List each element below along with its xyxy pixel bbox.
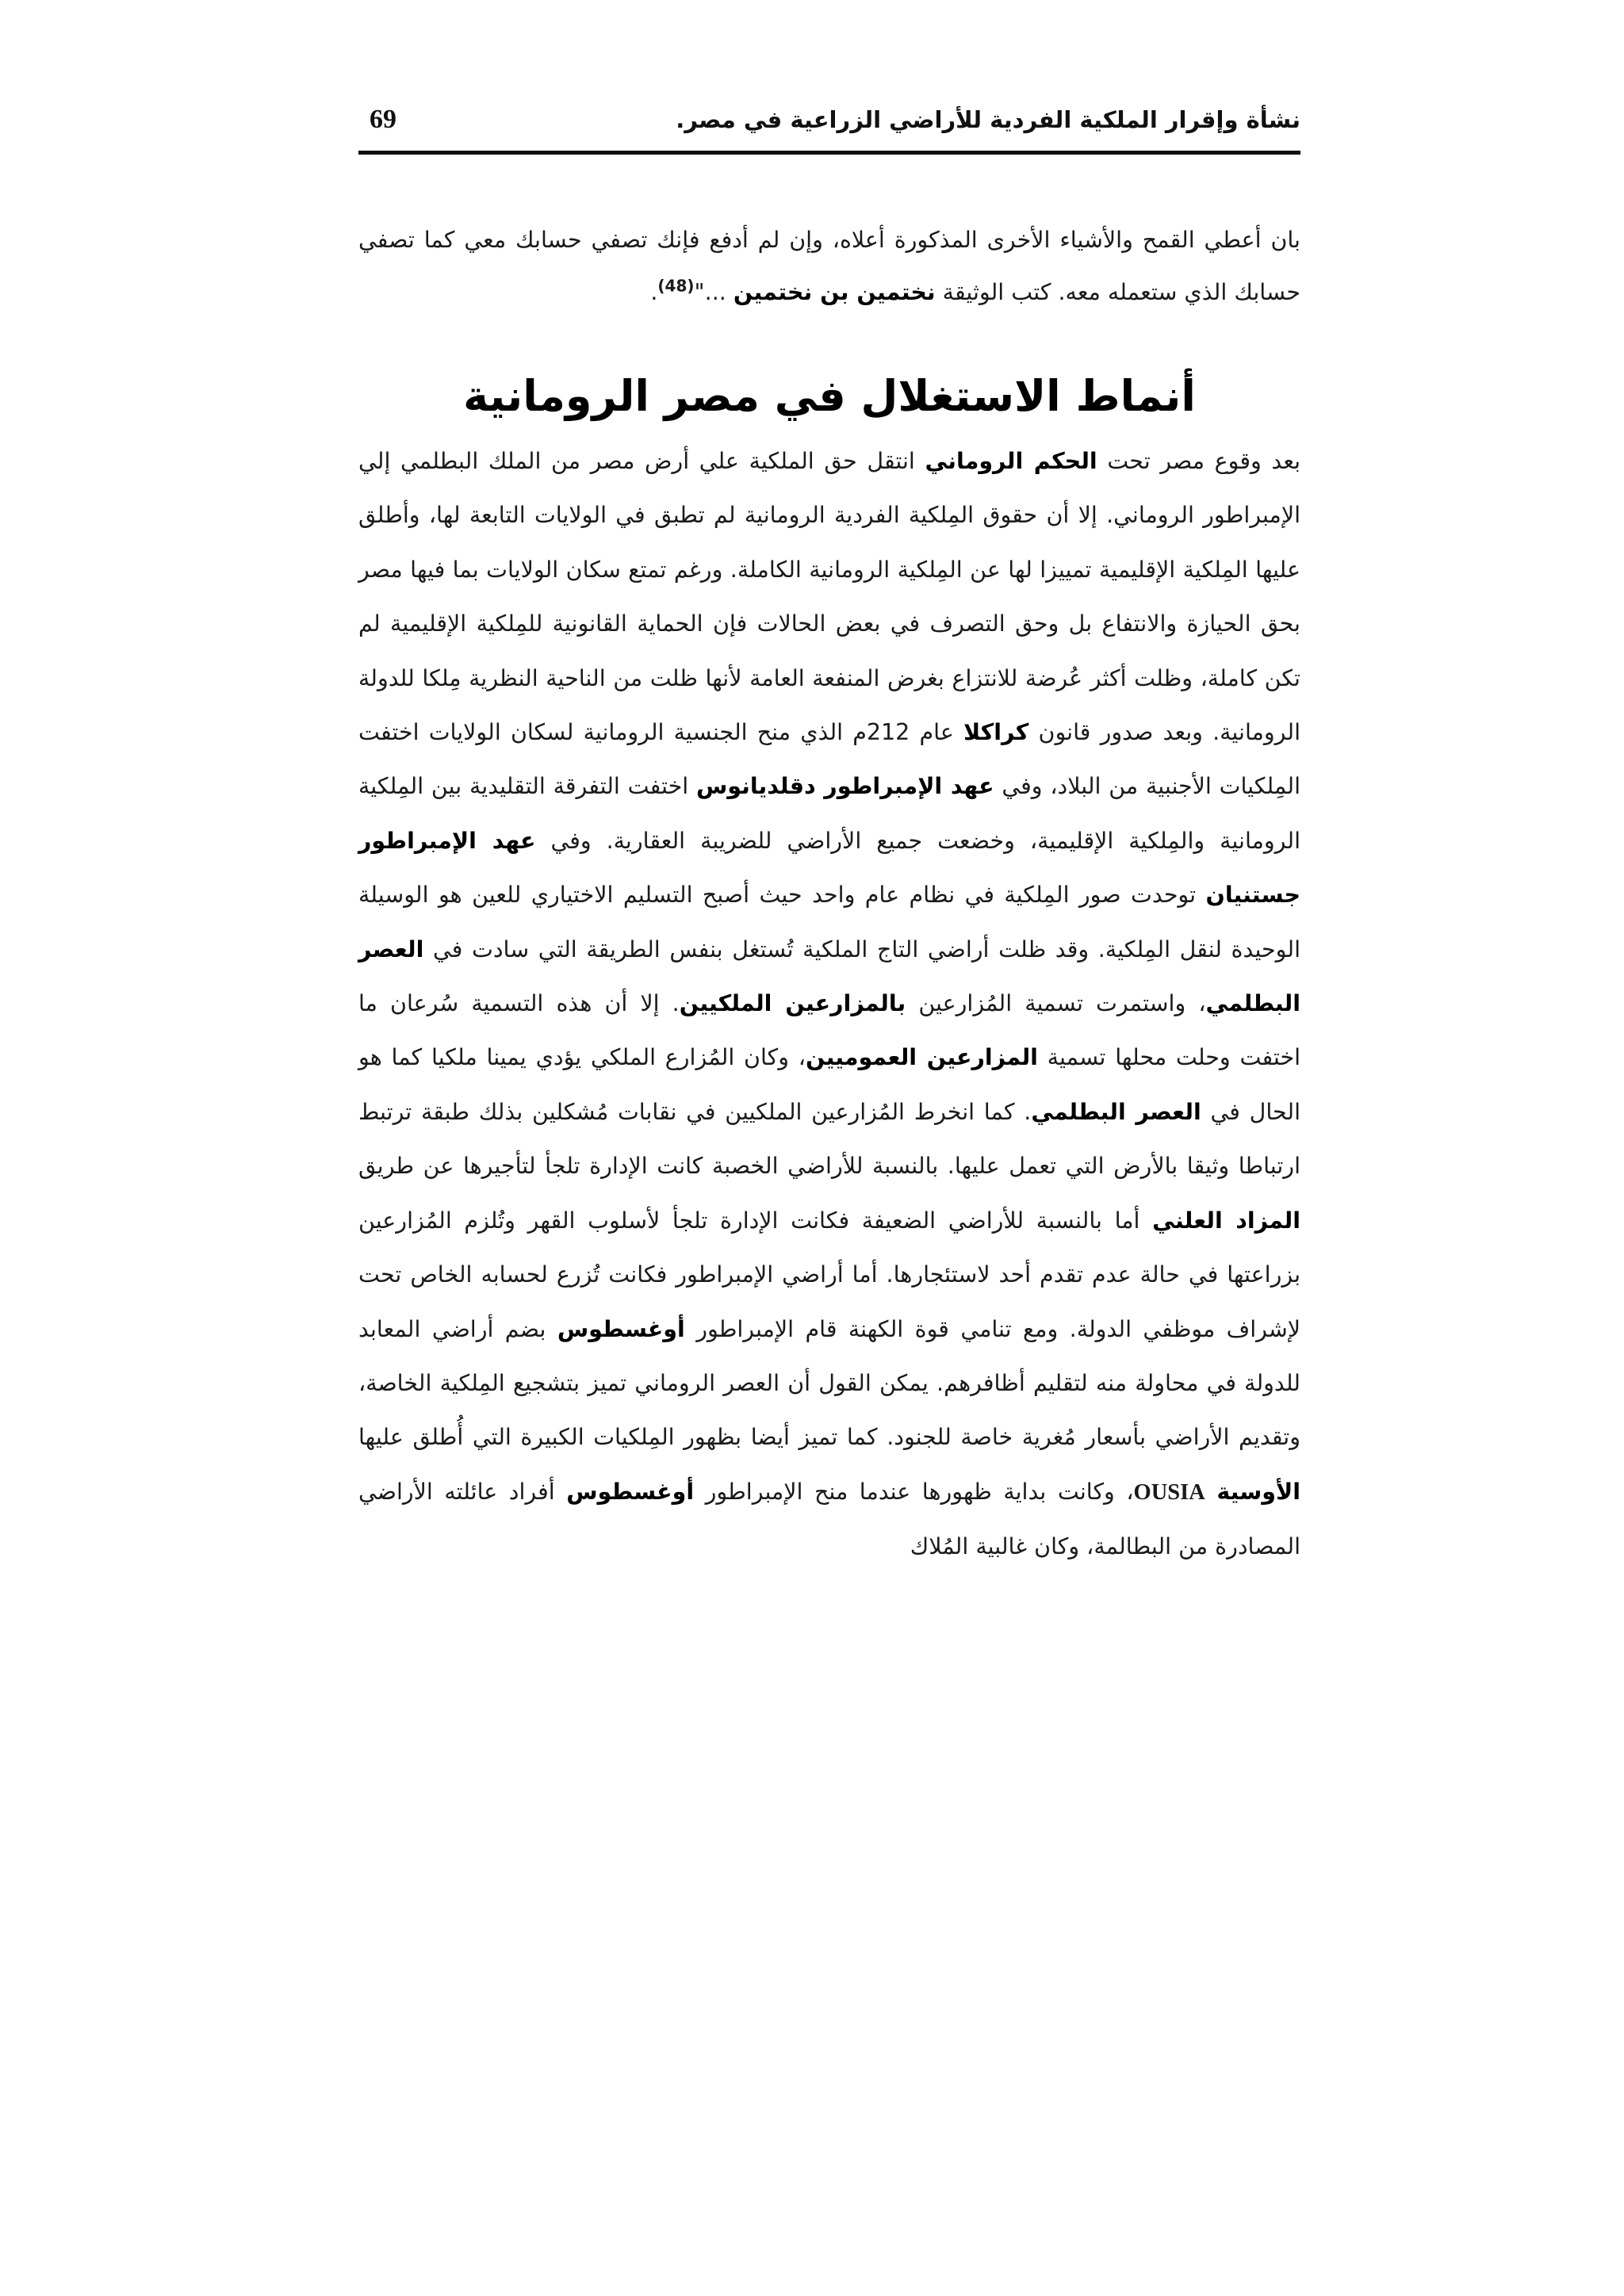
header-divider [358,151,1300,155]
main-text: بعد وقوع مصر تحت [1097,448,1301,474]
main-text: توحدت صور المِلكية في نظام عام واحد حيث أصبح التسليم الاختياري للعين هو الوسيلة الوحيدة لنقل المِلكية. وقد ظلت أراضي التاج الملكية تُستغل بنفس الطريقة التي سادت في [358,882,1300,962]
bold-term: الأوسية [1216,1478,1301,1505]
bold-term: العصر البطلمي [1031,1098,1201,1125]
main-paragraph [358,434,1300,1575]
intro-paragraph [358,214,1300,319]
main-text: أما بالنسبة للأراضي الضعيفة فكانت الإدارة تلجأ لأسلوب القهر وتُلزم المُزارعين بزراعتها في حالة عدم تقدم أحد لاستئجارها. أما أراضي الإمبراطور فكانت تُزرع لحسابه الخاص تحت لإشراف موظفي الدولة. ومع تنامي قوة الكهنة قام الإمبراطور [358,1207,1301,1342]
bold-term: أوغسطوس [557,1315,685,1342]
bold-term: أوغسطوس [566,1478,695,1505]
bold-term: العصر البطلمي [358,936,1300,1017]
main-text: ، وكانت بداية ظهورها عندما منح الإمبراطور [694,1478,1134,1505]
bold-term: المزارعين العموميين [805,1044,1038,1071]
main-text: أفراد عائلته الأراضي المصادرة من البطالمة، وكان غالبية المُلاك [358,1478,1300,1560]
footnote-reference: (48) [657,276,695,296]
bold-term: الحكم الروماني [925,448,1097,474]
running-header [358,101,1300,149]
bold-term: كراكلا [963,719,1029,746]
main-text: انتقل حق الملكية علي أرض مصر من الملك البطلمي إلي الإمبراطور الروماني. إلا أن حقوق المِلكية الفردية الرومانية لم تطبق في الولايات التابعة لها، وأطلق عليها المِلكية الإقليمية تمييزا لها عن المِلكية الرومانية الكاملة. ورغم تمتع سكان الولايات بما فيها مصر بحق الحيازة والانتفاع بل وحق التصرف في بعض الحالات فإن الحماية القانونية للمِلكية الإقليمية لم تكن كاملة، وظلت أكثر عُرضة للانتزاع بغرض المنفعة العامة لأنها ظلت من الناحية النظرية مِلكا للدولة الرومانية. وبعد صدور قانون [358,448,1300,746]
page-number: 69 [370,105,396,134]
latin-term: OUSIA [1133,1479,1205,1505]
intro-text-2: ..." [694,279,733,305]
main-text: . كما انخرط المُزارعين الملكيين في نقابات مُشكلين بذلك طبقة ترتبط ارتباطا وثيقا بالأرض التي تعمل عليها. بالنسبة للأراضي الخصبة كانت الإدارة تلجأ لتأجيرها عن طريق [358,1098,1300,1180]
running-header-title: نشأة وإقرار الملكية الفردية للأراضي الزراعية في مصر. [676,106,1300,133]
main-text: . إلا أن هذه التسمية سُرعان ما اختفت وحلت محلها تسمية [358,990,1300,1071]
intro-text-3: . [650,279,658,305]
main-text: بضم أراضي المعابد للدولة في محاولة منه لتقليم أظافرهم. يمكن القول أن العصر الروماني تميز بتشجيع المِلكية الخاصة، وتقديم الأراضي بأسعار مُغرية خاصة للجنود. كما تميز أيضا بظهور المِلكيات الكبيرة التي أُطلق عليها [358,1315,1300,1451]
main-text: اختفت التفرقة التقليدية بين المِلكية الرومانية والمِلكية الإقليمية، وخضعت جميع الأراضي للضريبة العقارية. وفي [358,773,1300,854]
scribe-name: نختمين بن نختمين [733,279,936,305]
bold-term: عهد الإمبراطور دقلديانوس [695,773,994,800]
bold-term: بالمزارعين الملكيين [679,990,906,1017]
main-text: ، واستمرت تسمية المُزارعين [906,990,1206,1017]
bold-term: المزاد العلني [1152,1207,1300,1234]
bold-term: عهد الإمبراطور جستنيان [358,827,1300,909]
section-title: أنماط الاستغلال في مصر الرومانية [463,371,1196,421]
intro-text-1: بان أعطي القمح والأشياء الأخرى المذكورة أعلاه، وإن لم أدفع فإنك تصفي حسابك معي كما تصفي حسابك الذي ستعمله معه. كتب الوثيقة [358,227,1300,305]
main-text: عام 212م الذي منح الجنسية الرومانية لسكان الولايات اختفت المِلكيات الأجنبية من البلاد، وفي [358,719,1300,800]
main-text: ، وكان المُزارع الملكي يؤدي يمينا ملكيا كما هو الحال في [358,1044,1301,1125]
